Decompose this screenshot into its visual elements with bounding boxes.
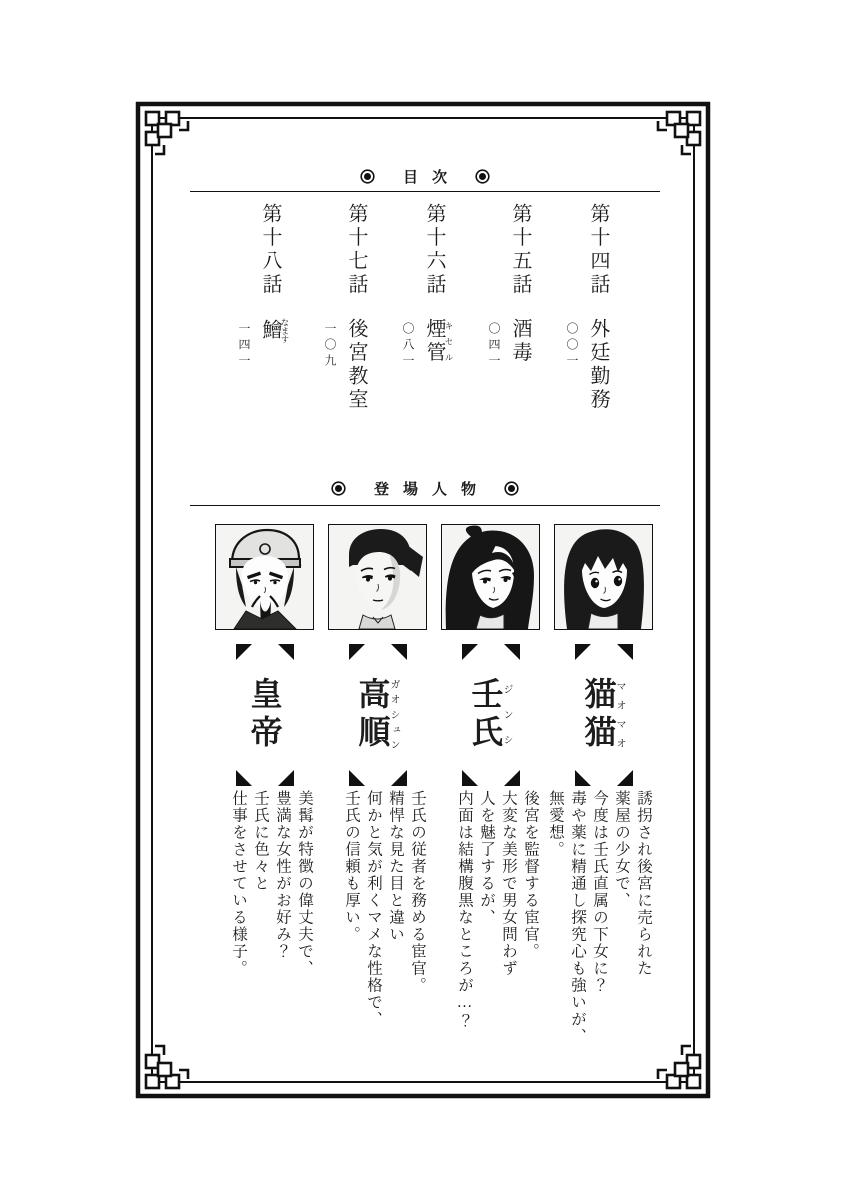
toc-entry-text [586,203,610,461]
toc-header [190,166,660,187]
maomao-name-block [575,644,633,786]
jinshi-illustration [442,525,539,629]
toc-entry-17 [322,203,368,461]
toc-entry-16 [400,203,454,461]
toc-chapter-label: 第十六話 [423,203,445,297]
character-description [538,790,654,1082]
toc-chapter-title: 後宮教室 [345,318,367,412]
corner-triangle-icon [236,770,294,786]
toc-entry-18 [236,203,290,461]
toc-chapter-title: 鱠 [259,318,281,344]
corner-triangle-icon [462,770,520,786]
fisheye-dot-icon [508,485,515,492]
description-line: 内面は結構腹黒なところが…？ [456,790,473,1030]
character-name [467,677,512,753]
toc-entry-text [344,203,368,461]
description-line: 壬氏の信頼も厚い。 [343,790,360,943]
description-line: 豊満な女性がお好み？ [274,790,291,960]
corner-triangle-icon [236,644,294,660]
characters-header [190,478,660,499]
name-furigana: マオマオ [614,677,625,753]
characters-title: 登場人物 [373,482,490,498]
fisheye-dot-icon [479,173,486,180]
toc-entry-text [258,203,290,461]
characters-divider [190,505,660,506]
description-line: 後宮を監督する宦官。 [522,790,539,960]
emperor-name-block [236,644,294,786]
toc-page-number: 〇〇一 [565,322,579,370]
fisheye-dot-icon [335,485,342,492]
name-text: 皇帝 [246,677,283,753]
toc-chapter-furigana: キセル [444,318,454,365]
gaoshun-illustration [329,525,426,629]
description-line: 仕事をさせている様子。 [230,790,247,977]
toc-chapter-title: 外廷勤務 [587,318,609,412]
fisheye-dot-icon [364,173,371,180]
toc-entry-text [508,203,532,461]
emperor-portrait [215,524,314,630]
character-description [199,790,315,1082]
description-line: 美髯が特徴の偉丈夫で、 [296,790,313,977]
name-text: 猫猫 [580,677,617,753]
toc-entry-15 [486,203,532,461]
jinshi-name-block [462,644,520,786]
description-line: 壬氏の従者を務める宦官。 [409,790,426,994]
character-jinshi [440,524,541,1082]
toc-chapter-label: 第十七話 [345,203,367,297]
gaoshun-name-block [349,644,407,786]
corner-triangle-icon [575,644,633,660]
description-line: 今度は壬氏直属の下女に？ [591,790,608,994]
toc-page-number: 〇八一 [401,322,415,370]
corner-triangle-icon [575,770,633,786]
character-gaoshun [327,524,428,1082]
description-line: 薬屋の少女で、 [613,790,630,909]
toc-page-number: 〇四一 [487,322,501,370]
character-name [246,677,283,753]
characters-list [214,524,654,1082]
character-description [425,790,541,1082]
description-line: 何かと気が利くマメな性格で、 [365,790,382,1028]
character-maomao [547,524,654,1082]
toc-entry-14 [564,203,610,461]
corner-triangle-icon [349,644,407,660]
description-line: 壬氏に色々と [252,790,269,892]
emperor-illustration [216,525,313,629]
description-line: 誘拐され後宮に売られた [635,790,652,977]
jinshi-portrait [441,524,540,630]
description-line: 人を魅了するが、 [478,790,495,926]
name-text: 高順 [354,677,391,753]
description-line: 無愛想。 [547,790,564,858]
toc-chapter-label: 第十四話 [587,203,609,297]
description-line: 精悍な見た目と違い [387,790,404,943]
gaoshun-portrait [328,524,427,630]
toc-title: 目次 [402,170,461,186]
name-furigana: ジンシ [501,677,512,753]
corner-triangle-icon [462,644,520,660]
character-name [580,677,625,753]
maomao-illustration [555,525,652,629]
maomao-portrait [554,524,653,630]
name-furigana: ガオシュン [388,677,399,753]
toc-chapter-title: 煙管 [423,318,445,365]
character-description [312,790,428,1082]
description-line: 大変な美形で男女問わず [500,790,517,977]
description-line: 毒や薬に精通し探究心も強いが、 [569,790,586,1045]
toc-chapter-title: 酒毒 [509,318,531,365]
toc-divider [190,191,660,192]
toc-page-number: 一〇九 [323,322,337,370]
name-text: 壬氏 [467,677,504,753]
toc-entry-text [422,203,454,461]
character-emperor [214,524,315,1082]
toc-chapter-label: 第十八話 [259,203,281,297]
character-name [354,677,399,753]
corner-triangle-icon [349,770,407,786]
toc-page-number: 一四一 [237,322,251,370]
toc-chapter-furigana: なます [280,318,290,344]
toc-list [236,203,610,461]
toc-chapter-label: 第十五話 [509,203,531,297]
